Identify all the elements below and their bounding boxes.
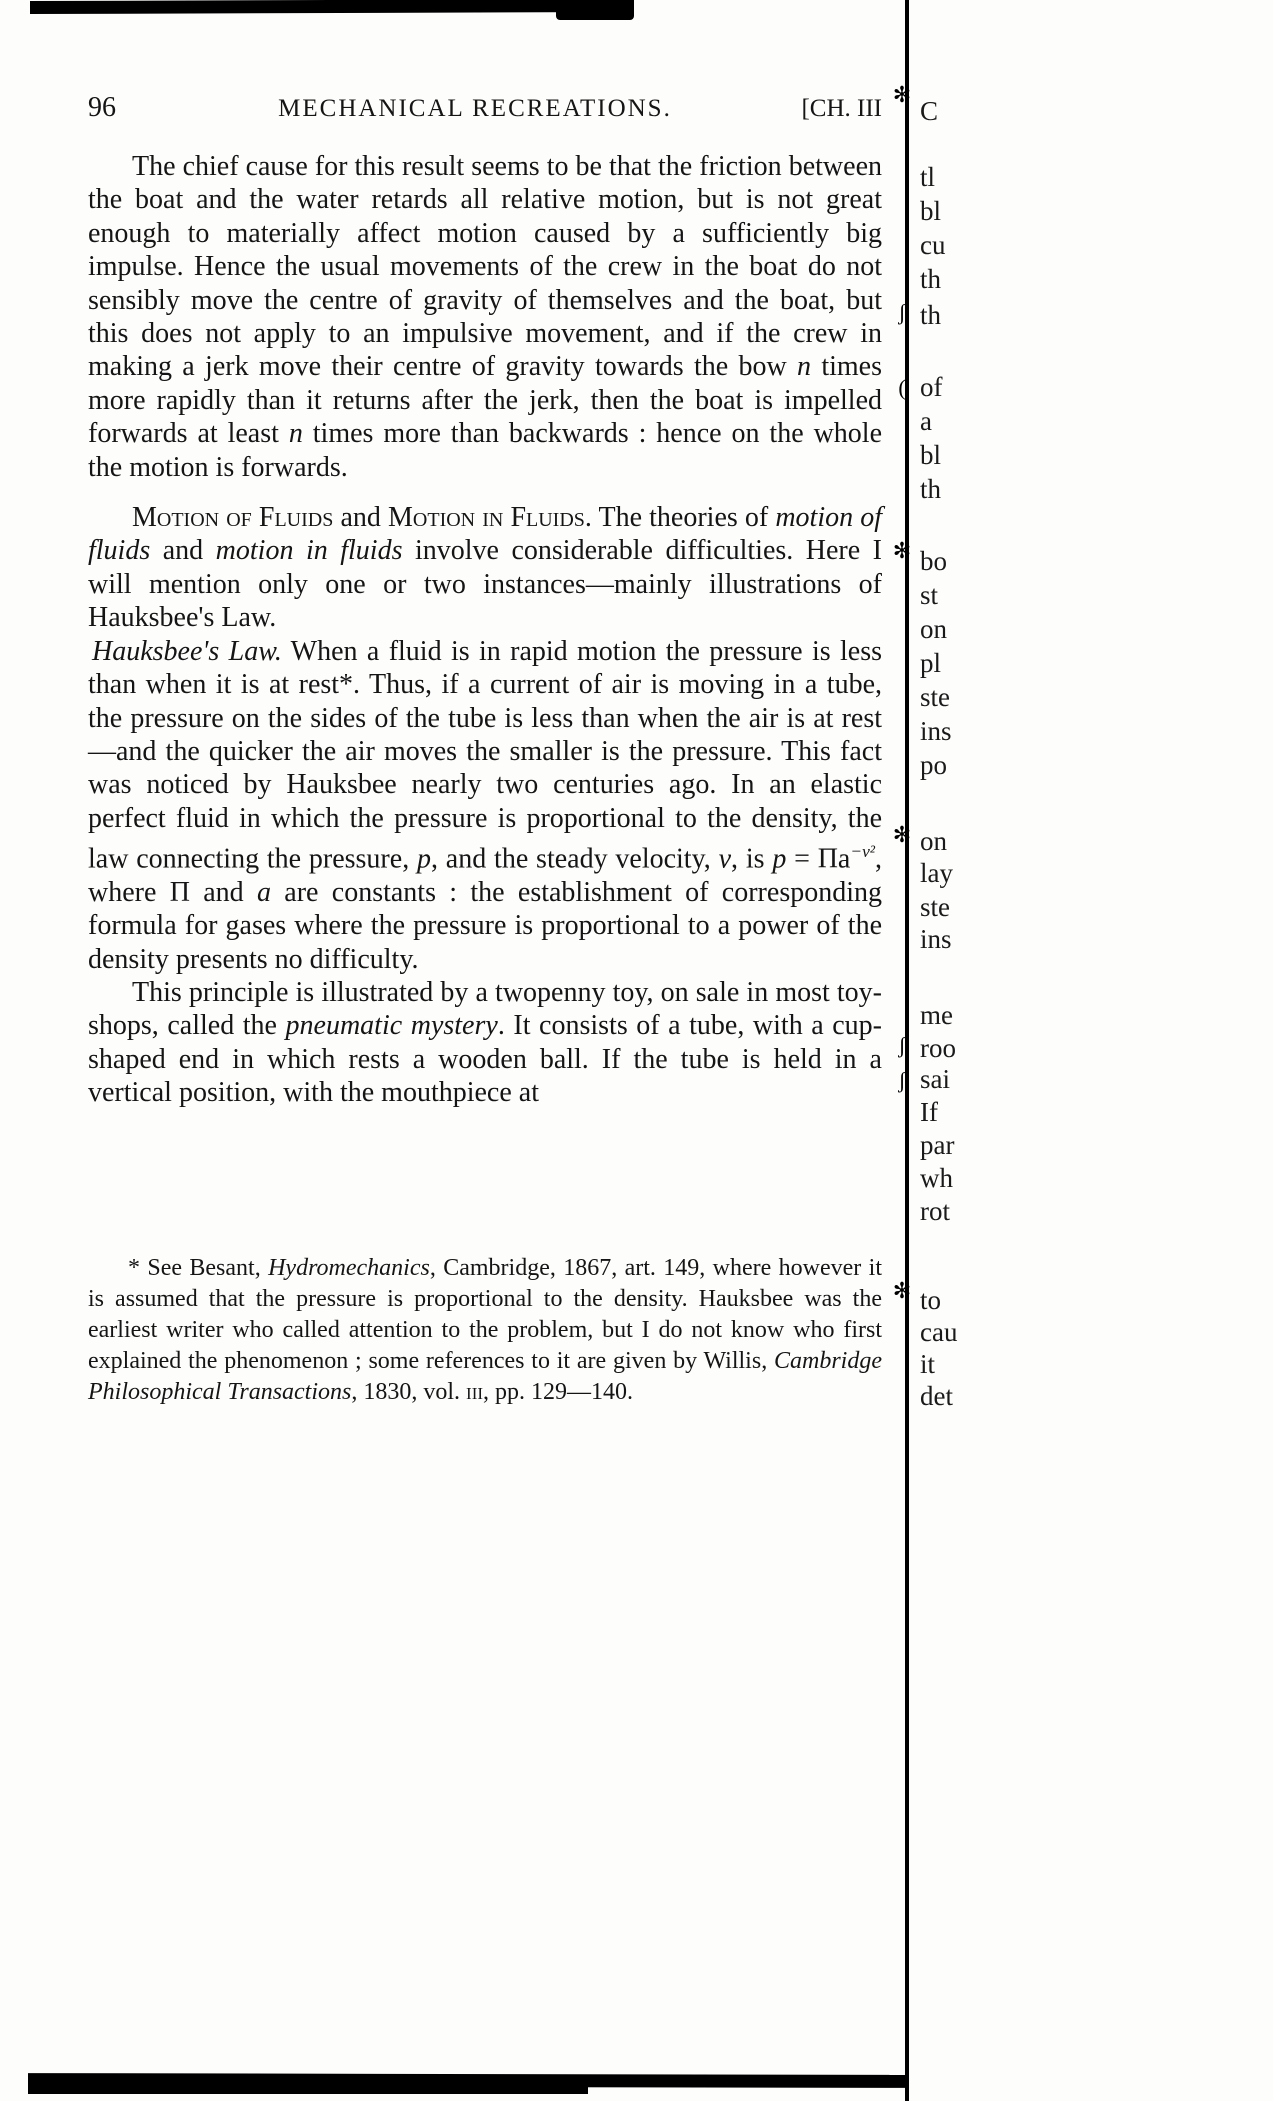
scan-artifact-bottom-bar-2 — [28, 2086, 588, 2094]
text-segment: p — [772, 843, 787, 875]
text-segment: , 1830, vol. — [351, 1379, 467, 1405]
next-page-text-fragment: ins — [920, 716, 952, 746]
paragraph-hauksbees-law — [88, 635, 882, 976]
next-page-text-fragment: po — [920, 750, 947, 780]
text-segment: involve considerable difficulties. Here I will mention only one or two instances—mainly illustrations of Hauksbee's Law. — [88, 535, 882, 634]
text-segment: * See Besant, — [128, 1255, 269, 1281]
next-page-text-fragment: th — [920, 264, 942, 294]
text-segment: and — [333, 502, 389, 534]
next-page-text-fragment: bl — [920, 196, 942, 226]
next-page-text-fragment: of — [920, 372, 943, 402]
text-segment: and — [150, 535, 216, 567]
gutter-ink-mark: ✻ — [892, 538, 912, 563]
text-segment: Hydromechanics — [268, 1255, 430, 1281]
text-segment: times more rapidly than it returns after the jerk, then the boat is impelled forwards at least — [88, 351, 882, 450]
next-page-text-fragment: If — [920, 1097, 938, 1127]
footnote-text — [88, 1253, 882, 1408]
next-page-text-fragment: th — [920, 300, 942, 330]
text-segment: . The theories of — [584, 502, 776, 534]
text-segment: n — [797, 351, 812, 383]
text-segment: Cambridge Philosophical Transactions — [88, 1348, 882, 1405]
text-segment: Motion in Fluids — [388, 502, 585, 534]
next-page-text-fragment: cu — [920, 230, 946, 260]
text-segment: motion in fluids — [215, 535, 403, 567]
text-segment: are constants : the establishment of corresponding formula for gases where the pressure is proportional to a power of the density presents no difficulty. — [88, 876, 882, 975]
next-page-text-fragment: bo — [920, 546, 947, 576]
text-segment: times more than backwards : hence on the whole the motion is forwards. — [88, 418, 882, 483]
text-segment: This principle is illustrated by a twopenny toy, on sale in most toy-shops, called the — [88, 977, 882, 1042]
next-page-text-fragment: bl — [920, 440, 942, 470]
text-segment: = Πa — [786, 843, 851, 875]
next-page-text-fragment: ste — [920, 682, 950, 712]
text-segment: The chief cause for this result seems to be that the friction between the boat and the water retards all relative motion, but is not great enough to materially affect motion caused by a sufficiently big impulse. Hence the usual movements of the crew in the boat do not sensibly move the centre of gravity of themselves and the boat, but this does not apply to an impulsive movement, and if the crew in making a jerk move their centre of gravity towards the bow — [88, 151, 882, 383]
next-page-text-fragment: on — [920, 826, 947, 856]
next-page-text-fragment: lay — [920, 858, 953, 888]
scan-artifact-top-bar-thick — [556, 0, 634, 20]
text-segment: iii — [466, 1379, 484, 1405]
gutter-ink-mark: ✻ — [892, 822, 912, 847]
text-segment: v — [718, 843, 732, 875]
gutter-ink-mark: ʃ — [898, 1068, 906, 1093]
footnote — [88, 1253, 882, 1408]
gutter-ink-mark: ✻ — [892, 82, 912, 107]
next-page-text-fragment: wh — [920, 1163, 953, 1193]
next-page-text-fragment: par — [920, 1130, 955, 1160]
text-segment: Motion of Fluids — [132, 502, 334, 534]
next-page-text-fragment: tl — [920, 162, 936, 192]
next-page-text-fragment: to — [920, 1285, 942, 1315]
text-segment: pneumatic mystery — [285, 1010, 498, 1042]
text-segment: , pp. 129—140. — [483, 1379, 634, 1405]
next-page-text-fragment: ste — [920, 892, 950, 922]
running-title: MECHANICAL RECREATIONS. — [278, 95, 672, 122]
next-page-text-fragment: C — [920, 96, 939, 126]
next-page-text-fragment: th — [920, 474, 942, 504]
text-segment: , Cambridge, 1867, art. 149, where however it is assumed that the pressure is proportional to the density. Hauksbee was the earliest writer who called attention to the problem, but I do not know who first explained the phenomenon ; some references to it are given by Willis, — [88, 1255, 882, 1374]
text-segment: When a fluid is in rapid motion the pressure is less than when it is at rest*. Thus, if a current of air is moving in a tube, the pressure on the sides of the tube is less than when the air is at rest—and the quicker the air moves the smaller is the pressure. This fact was noticed by Hauksbee nearly two centuries ago. In an elastic perfect fluid in which the pressure is proportional to the density, the law connecting the pressure, — [88, 635, 882, 875]
next-page-text-fragment: st — [920, 580, 939, 610]
text-segment: . It consists of a tube, with a cup-shaped end in which rests a wooden ball. If the tube is held in a vertical position, with the mouthpiece at — [88, 1010, 882, 1109]
text-segment: Hauksbee's Law. — [92, 635, 282, 667]
text-segment: motion of fluids — [88, 502, 882, 567]
gutter-ink-mark: ( — [898, 375, 906, 400]
next-page-text-fragment: me — [920, 1000, 953, 1030]
page-header — [88, 92, 882, 124]
scan-artifact-top-bar — [30, 0, 630, 14]
next-page-text-fragment: det — [920, 1381, 953, 1411]
gutter-ink-mark: ʃ — [898, 1033, 906, 1058]
text-segment: a — [256, 876, 271, 908]
next-page-text-fragment: ins — [920, 924, 952, 954]
next-page-text-fragment: sai — [920, 1064, 950, 1094]
text-segment: −v² — [850, 842, 875, 862]
page-number: 96 — [88, 92, 116, 123]
next-page-text-fragment: cau — [920, 1317, 958, 1347]
text-segment: , where Π and — [88, 843, 882, 908]
next-page-edge — [915, 0, 1273, 2101]
next-page-text-fragment: rot — [920, 1196, 950, 1226]
next-page-text-fragment: a — [920, 406, 932, 436]
next-page-text-fragment: on — [920, 614, 947, 644]
text-segment: , is — [731, 843, 773, 875]
paragraph-pneumatic-mystery — [88, 976, 882, 1110]
gutter-ink-mark: ʃ — [898, 300, 906, 325]
body-text — [88, 150, 882, 1110]
paragraph-friction — [88, 150, 882, 484]
text-segment: , and the steady velocity, — [431, 843, 719, 875]
text-segment: p — [417, 843, 431, 875]
next-page-text-fragment: pl — [920, 648, 942, 678]
chapter-label: [CH. III — [801, 95, 882, 122]
gutter-ink-mark: ✻ — [892, 1278, 912, 1303]
paragraph-motion-of-fluids — [88, 501, 882, 635]
text-segment: n — [288, 418, 303, 450]
next-page-text-fragment: roo — [920, 1033, 956, 1063]
next-page-text-fragment: it — [920, 1349, 936, 1379]
